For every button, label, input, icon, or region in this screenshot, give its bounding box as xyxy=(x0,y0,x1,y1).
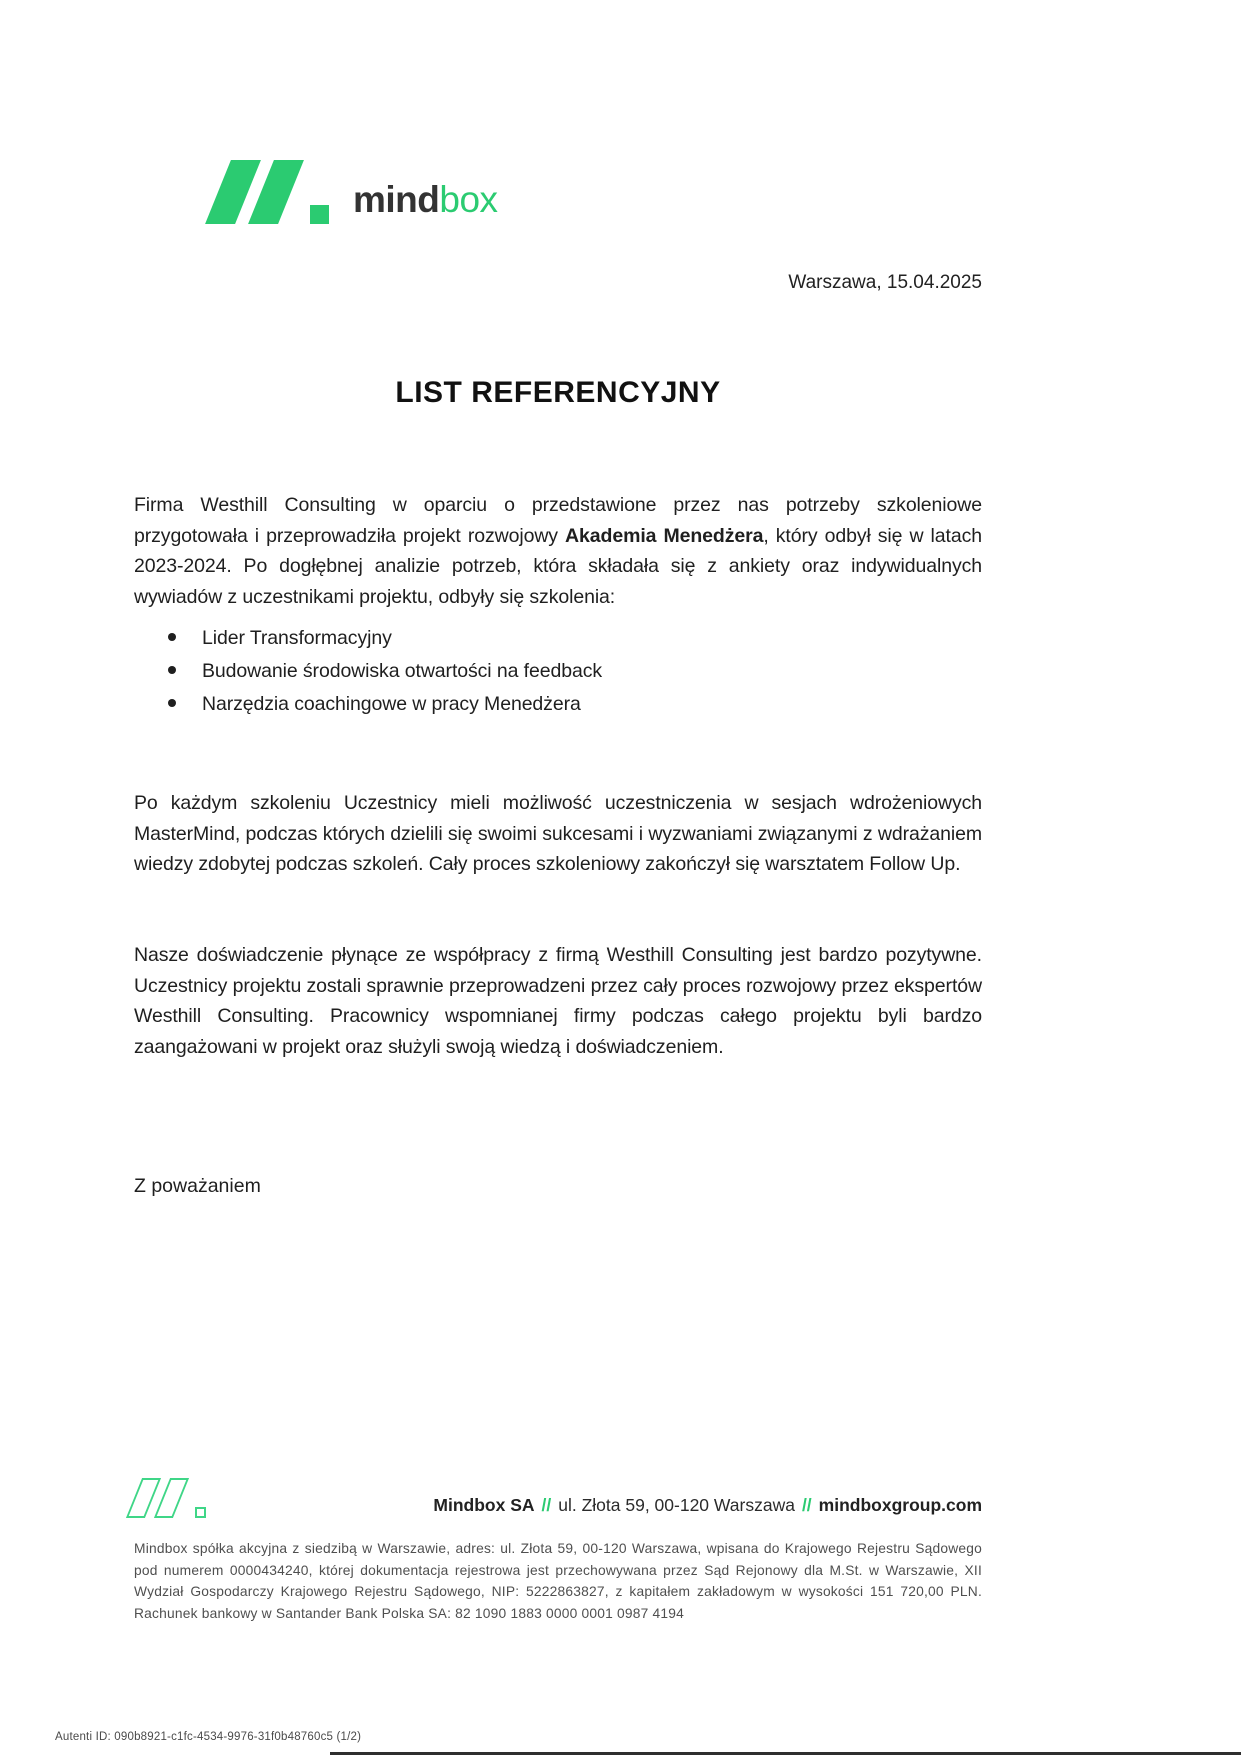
program-name-bold: Akademia Menedżera xyxy=(565,524,764,547)
mindbox-logo xyxy=(218,160,498,224)
logo-square-outline-icon xyxy=(195,1507,206,1518)
footer-street: ul. Złota 59, 00-120 Warszawa xyxy=(558,1495,795,1515)
bullet-icon xyxy=(168,666,176,674)
footer-separator: // xyxy=(541,1495,552,1515)
list-item xyxy=(134,622,982,655)
paragraph-intro-text: Firma Westhill Consulting w oparciu o przedstawione przez nas potrzeby szkoleniowe przygotowała i przeprowadziła projekt rozwojowy xyxy=(134,494,982,547)
closing-salutation: Z poważaniem xyxy=(134,1175,261,1197)
list-item xyxy=(134,688,982,721)
footer-separator: // xyxy=(801,1495,812,1515)
mindbox-logo-mark xyxy=(218,160,329,224)
list-item-label: Budowanie środowiska otwartości na feedback xyxy=(202,660,603,682)
wordmark-box: box xyxy=(439,179,498,220)
paragraph-intro-text-after: , który odbył się w latach 2023-2024. Po dogłębnej analizie potrzeb, która składała się z ankiety oraz indywidualnych wywiadów z uczestnikami projektu, odbyły się szkolenia: xyxy=(134,524,982,608)
legal-text: Mindbox spółka akcyjna z siedzibą w Warszawie, adres: ul. Złota 59, 00-120 Warszawa, wpisana do Krajowego Rejestru Sądowego pod numerem 0000434240, której dokumentacja rejestrowa jest przechowywana przez Sąd Rejonowy dla M.St. w Warszawie, XII Wydział Gospodarczy Krajowego Rejestru Sądowego, NIP: 5222863827, z kapitałem zakładowym w wysokości 151 720,00 PLN. Rachunek bankowy w Santander Bank Polska SA: 82 1090 1883 0000 0001 0987 4194 xyxy=(134,1541,982,1621)
list-item-label: Lider Transformacyjny xyxy=(202,627,392,649)
list-item xyxy=(134,655,982,688)
logo-square-icon xyxy=(310,205,329,224)
footer-logo xyxy=(134,1478,206,1518)
document-title: LIST REFERENCYJNY xyxy=(395,376,721,409)
footer-address-line xyxy=(433,1495,982,1518)
paragraph-mastermind: Po każdym szkoleniu Uczestnicy mieli możliwość uczestniczenia w sesjach wdrożeniowych MasterMind, podczas których dzielili się swoimi sukcesami i wyzwaniami związanymi z wdrażaniem wiedzy zdobytej podczas szkoleń. Cały proces szkoleniowy zakończył się warsztatem Follow Up. xyxy=(134,792,982,876)
mindbox-wordmark xyxy=(353,181,498,218)
paragraph-opinion: Nasze doświadczenie płynące ze współpracy z firmą Westhill Consulting jest bardzo pozytywne. Uczestnicy projektu zostali sprawnie przeprowadzeni przez cały proces rozwojowy przez ekspertów Westhill Consulting. Pracownicy wspomnianej firmy podczas całego projektu byli bardzo zaangażowani w projekt oraz służyli swoją wiedzą i doświadczeniem. xyxy=(134,944,982,1058)
autenti-id: Autenti ID: 090b8921-c1fc-4534-9976-31f0b48760c5 (1/2) xyxy=(55,1731,362,1743)
footer-company: Mindbox SA xyxy=(433,1495,535,1515)
list-item-label: Narzędzia coachingowe w pracy Menedżera xyxy=(202,693,581,715)
bullet-icon xyxy=(168,633,176,641)
paragraph-intro xyxy=(134,490,982,612)
trainings-list xyxy=(134,622,982,721)
city-date: Warszawa, 15.04.2025 xyxy=(788,272,982,293)
footer xyxy=(134,1478,982,1518)
logo-slash-outline-icon xyxy=(154,1478,189,1518)
footer-website: mindboxgroup.com xyxy=(818,1495,982,1515)
wordmark-mind: mind xyxy=(353,179,440,220)
bullet-icon xyxy=(168,699,176,707)
